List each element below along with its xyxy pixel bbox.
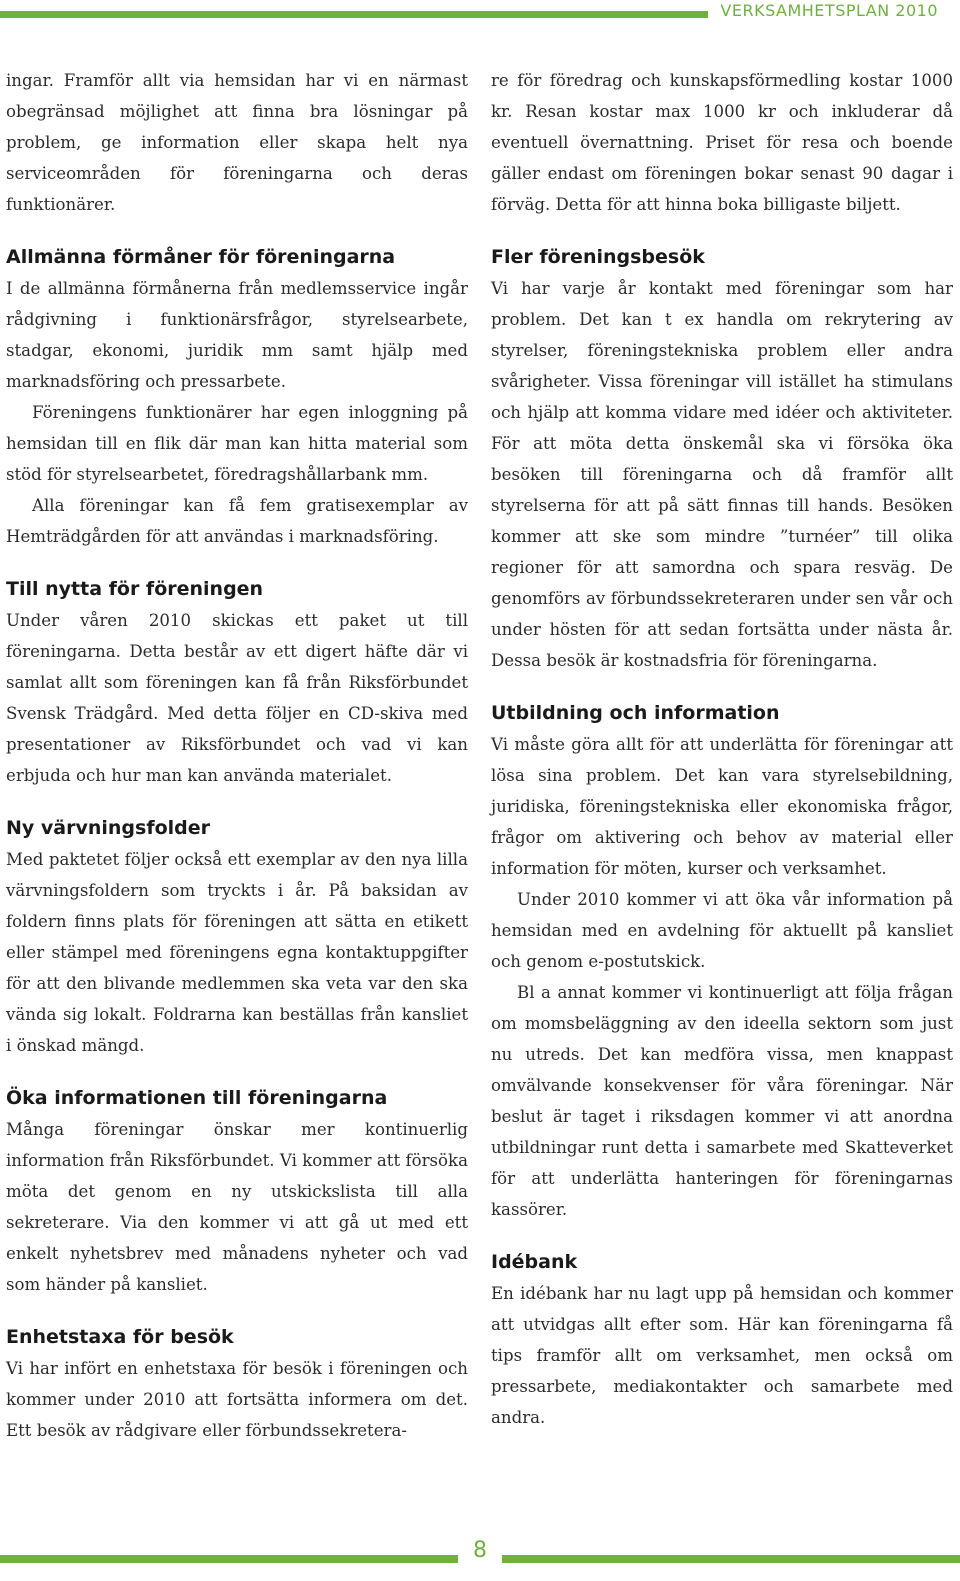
paragraph: Vi måste göra allt för att underlätta för föreningar att lösa sina problem. Det kan vara styrelsebildning, juridiska, föreningstekniska eller ekonomiska frågor, frågor om aktivering och behov av material eller information för möten, kurser och verksamhet. xyxy=(491,735,953,878)
section-heading-fler-foreningsbesok: Fler föreningsbesök xyxy=(491,246,705,268)
section-heading-oka-informationen: Öka informationen till föreningarna xyxy=(6,1087,388,1109)
continued-paragraph: re för föredrag och kunskapsförmedling kostar 1000 kr. Resan kostar max 1000 kr och inkluderar då eventuell övernattning. Priset för resa och boende gäller endast om föreningen bokar senast 90 dagar i förväg. Detta för att hinna boka billigaste biljett. xyxy=(491,71,953,214)
paragraph: Under våren 2010 skickas ett paket ut till föreningarna. Detta består av ett digert häfte där vi samlat allt som föreningen kan få från Riksförbundet Svensk Trädgård. Med detta följer en CD-skiva med presentationer av Riksförbundet och vad vi kan erbjuda och hur man kan använda materialet. xyxy=(6,611,468,785)
page-number: 8 xyxy=(458,1538,502,1563)
paragraph: En idébank har nu lagt upp på hemsidan och kommer att utvidgas allt efter som. Här kan föreningarna få tips framför allt om verksamhet, men också om pressarbete, mediakontakter och samarbete med andra. xyxy=(491,1284,953,1427)
paragraph: Föreningens funktionärer har egen inloggning på hemsidan till en flik där man kan hitta material som stöd för styrelsearbetet, föredragshållarbank mm. xyxy=(6,403,468,484)
paragraph: Alla föreningar kan få fem gratisexemplar av Hemträdgården för att användas i marknadsföring. xyxy=(6,496,468,546)
paragraph: Vi har infört en enhetstaxa för besök i föreningen och kommer under 2010 att fortsätta informera om det. Ett besök av rådgivare eller förbundssekretera- xyxy=(6,1359,468,1440)
page-header xyxy=(0,0,960,22)
section-heading-idebank: Idébank xyxy=(491,1251,578,1273)
paragraph: Många föreningar önskar mer kontinuerlig information från Riksförbundet. Vi kommer att försöka möta det genom en ny utskickslista till alla sekreterare. Via den kommer vi att gå ut med ett enkelt nyhetsbrev med månadens nyheter och vad som händer på kansliet. xyxy=(6,1120,468,1294)
section-heading-allmanna-formaner: Allmänna förmåner för föreningarna xyxy=(6,246,396,268)
section-heading-enhetstaxa: Enhetstaxa för besök xyxy=(6,1326,234,1348)
paragraph: Med paktetet följer också ett exemplar av den nya lilla värvningsfoldern som tryckts i år. På baksidan av foldern finns plats för föreningen att sätta en etikett eller stämpel med föreningens egna kontaktuppgifter för att den blivande medlemmen ska veta var den ska vända sig lokalt. Foldrarna kan beställas från kansliet i önskad mängd. xyxy=(6,850,468,1055)
running-header-title: VERKSAMHETSPLAN 2010 xyxy=(708,1,938,20)
paragraph: Bl a annat kommer vi kontinuerligt att följa frågan om momsbeläggning av den ideella sektorn som just nu utreds. Det kan medföra vissa, men knappast omvälvande konsekvenser för våra föreningar. När beslut är taget i riksdagen kommer vi att anordna utbildningar runt detta i samarbete med Skatteverket för att underlätta hanteringen för föreningarnas kassörer. xyxy=(491,983,953,1219)
paragraph: Vi har varje år kontakt med föreningar som har problem. Det kan t ex handla om rekrytering av styrelser, föreningstekniska problem eller andra svårigheter. Vissa föreningar vill istället ha stimulans och hjälp att komma vidare med idéer och aktiviteter. För att möta detta önskemål ska vi försöka öka besöken till föreningarna och då framför allt styrelserna för att på sätt finnas till hands. Besöken kommer att ske som mindre ”turnéer” till olika regioner för att samordna och spara resväg. De genomförs av förbundssekreteraren under sen vår och under hösten för att sedan fortsätta under nästa år. Dessa besök är kostnadsfria för föreningarna. xyxy=(491,279,953,670)
section-heading-till-nytta: Till nytta för föreningen xyxy=(6,578,264,600)
left-column xyxy=(6,65,468,1446)
section-heading-ny-varvningsfolder: Ny värvningsfolder xyxy=(6,817,211,839)
header-rule xyxy=(0,11,765,18)
paragraph: I de allmänna förmånerna från medlemsservice ingår rådgivning i funktionärsfrågor, styrelsearbete, stadgar, ekonomi, juridik mm samt hjälp med marknadsföring och pressarbete. xyxy=(6,279,468,391)
intro-paragraph: ingar. Framför allt via hemsidan har vi en närmast obegränsad möjlighet att finna bra lösningar på problem, ge information eller skapa helt nya serviceområden för föreningarna och deras funktionärer. xyxy=(6,71,468,214)
right-column xyxy=(491,65,953,1433)
section-heading-utbildning: Utbildning och information xyxy=(491,702,780,724)
paragraph: Under 2010 kommer vi att öka vår information på hemsidan med en avdelning för aktuellt på kansliet och genom e-postutskick. xyxy=(491,890,953,971)
